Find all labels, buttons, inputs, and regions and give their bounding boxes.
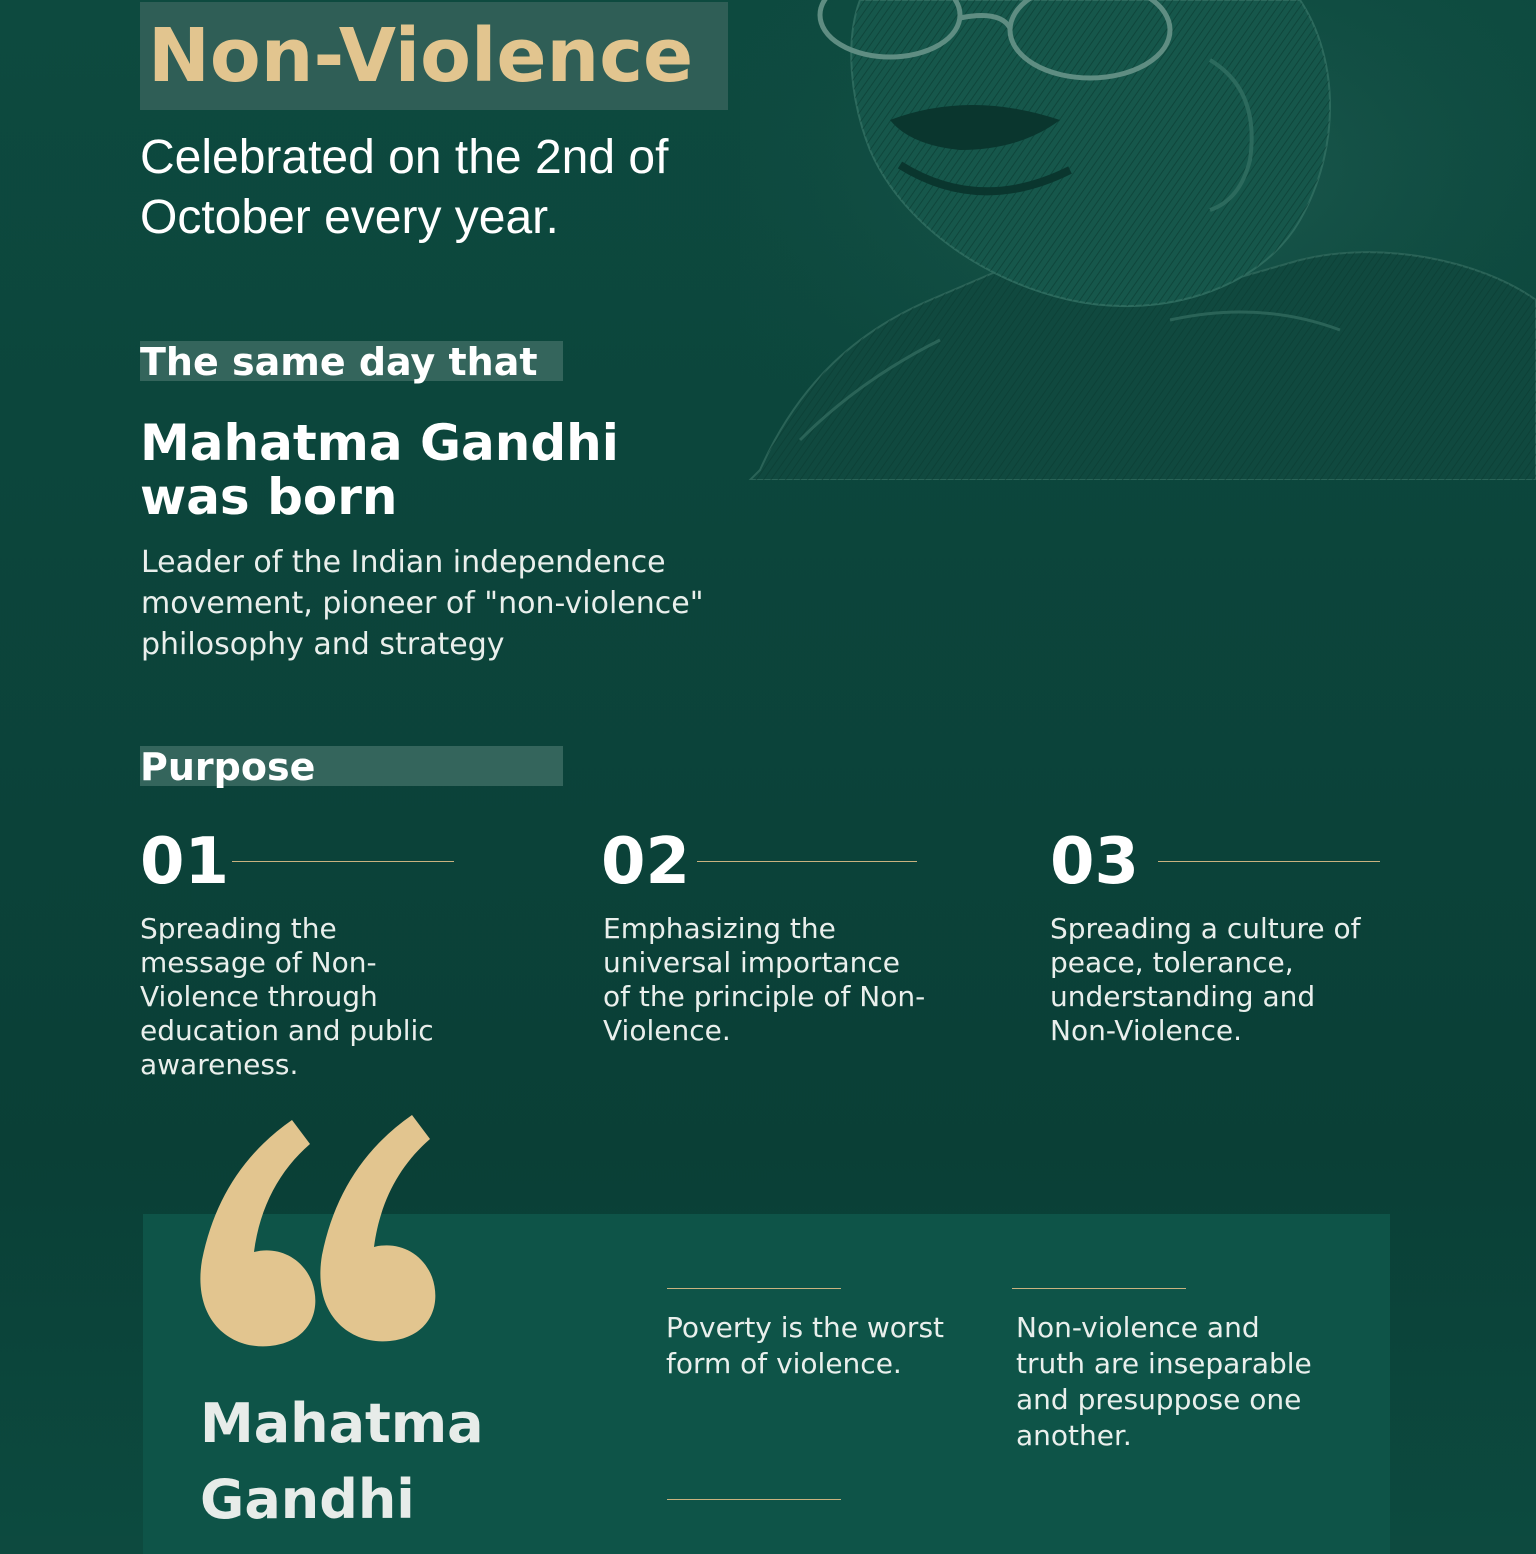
purpose-text: Spreading the message of Non-Violence through education and public awareness. <box>140 912 434 1081</box>
purpose-divider <box>697 861 917 862</box>
purpose-item-01 <box>140 822 470 1081</box>
quote-divider <box>1012 1288 1186 1289</box>
page-title: Non-Violence <box>148 13 694 99</box>
purpose-divider <box>232 861 454 862</box>
purpose-text: Spreading a culture of peace, tolerance, understanding and Non-Violence. <box>1050 912 1361 1047</box>
gandhi-born-heading: Mahatma Gandhi was born <box>140 414 619 526</box>
purpose-number: 03 <box>1050 825 1140 899</box>
purpose-number: 01 <box>140 825 230 899</box>
quote-text-1: Poverty is the worst form of violence. <box>666 1311 945 1380</box>
quote-author: Mahatma Gandhi <box>200 1392 484 1531</box>
quote-text-2: Non-violence and truth are inseparable and presuppose one another. <box>1016 1311 1312 1452</box>
purpose-item-03 <box>1050 822 1380 1047</box>
quote-mark-icon <box>180 1110 450 1360</box>
gandhi-portrait-illustration <box>740 0 1536 480</box>
purpose-number: 02 <box>601 825 691 899</box>
same-day-label: The same day that <box>140 340 538 384</box>
purpose-item-02 <box>601 822 931 1047</box>
quote-divider <box>667 1499 841 1500</box>
quote-divider <box>667 1288 841 1289</box>
purpose-text: Emphasizing the universal importance of the principle of Non-Violence. <box>603 912 926 1047</box>
gandhi-description: Leader of the Indian independence movement, pioneer of "non-violence" philosophy and strategy <box>141 545 704 662</box>
purpose-label: Purpose <box>140 745 316 789</box>
page-subtitle: Celebrated on the 2nd of October every year. <box>140 131 669 244</box>
purpose-divider <box>1158 861 1380 862</box>
